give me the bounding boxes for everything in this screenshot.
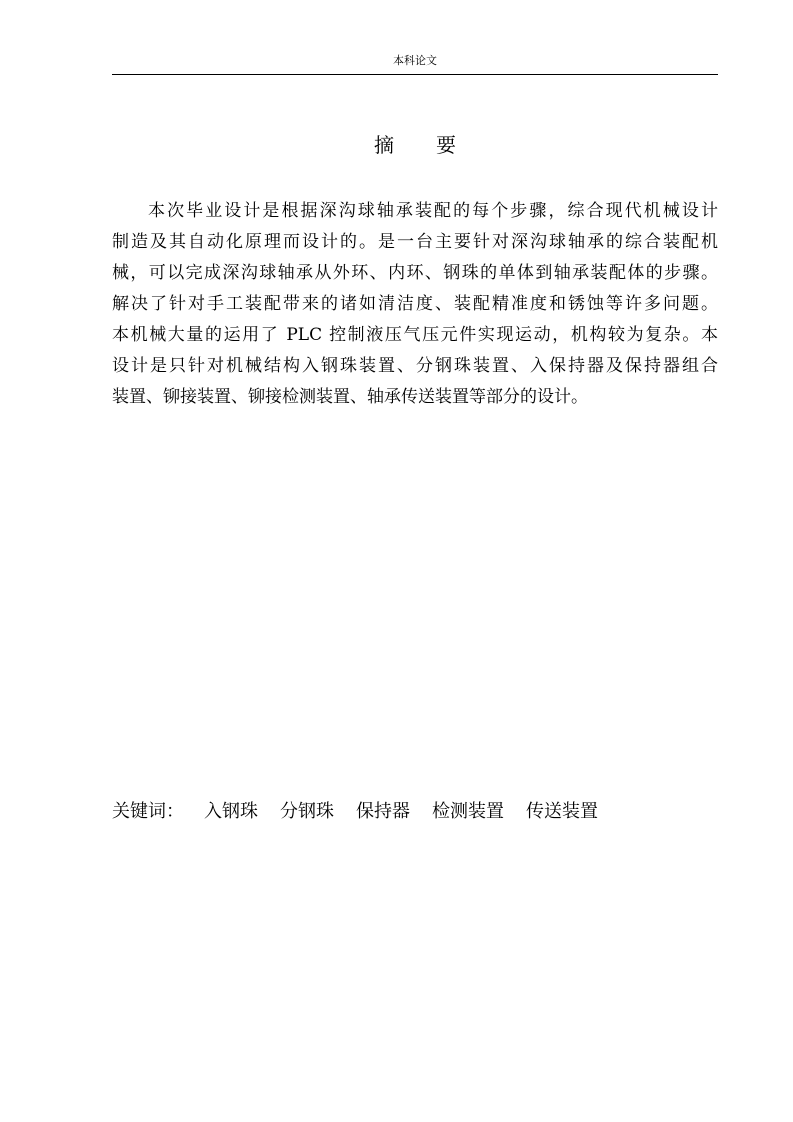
abstract-title-char-1: 摘 [374,133,394,157]
abstract-line: 设计是只针对机械结构入钢珠装置、分钢珠装置、入保持器及保持器组合 [112,356,718,376]
abstract-title [112,132,718,158]
abstract-line: 解决了针对手工装配带来的诸如清洁度、装配精准度和锈蚀等许多问题。 [112,294,718,314]
keyword-item: 保持器 [356,801,410,822]
abstract-line: 制造及其自动化原理而设计的。是一台主要针对深沟球轴承的综合装配机 [112,232,718,252]
keywords-section [112,798,718,826]
abstract-line: 装置、铆接装置、铆接检测装置、轴承传送装置等部分的设计。 [112,387,588,407]
abstract-title-char-2: 要 [436,133,456,157]
keyword-item: 传送装置 [526,801,598,822]
keywords-label: 关键词： [112,801,184,822]
abstract-body [112,196,718,413]
abstract-line: 本次毕业设计是根据深沟球轴承装配的每个步骤，综合现代机械设计 [148,201,718,221]
page-header [112,52,718,75]
keyword-item: 分钢珠 [280,801,334,822]
abstract-line: 械，可以完成深沟球轴承从外环、内环、钢珠的单体到轴承装配体的步骤。 [112,263,718,283]
keyword-item: 检测装置 [432,801,504,822]
header-text: 本科论文 [393,54,437,67]
keyword-item: 入钢珠 [204,801,258,822]
abstract-line: 本机械大量的运用了 PLC 控制液压气压元件实现运动，机构较为复杂。本 [112,325,718,345]
